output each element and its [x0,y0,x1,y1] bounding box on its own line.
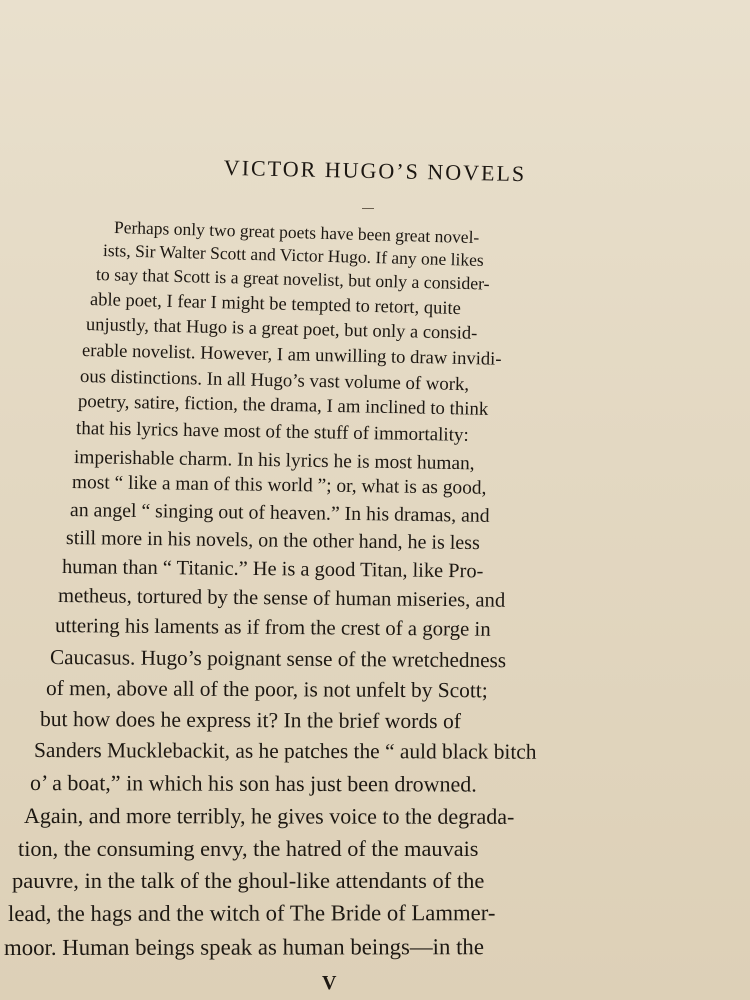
text-line: ists, Sir Walter Scott and Victor Hugo. If any one likes [102,240,485,270]
text-line: lead, the hags and the witch of The Bride of Lammer- [7,900,496,926]
text-line: poetry, satire, fiction, the drama, I am inclined to think [77,391,489,420]
text-line: still more in his novels, on the other hand, he is less [65,527,480,555]
text-line: able poet, I fear I might be tempted to retort, quite [89,290,462,320]
text-line: an angel “ singing out of heaven.” In his dramas, and [69,499,490,527]
page-folio: V [322,972,337,994]
text-line: Perhaps only two great poets have been great novel- [113,217,480,248]
text-line: to say that Scott is a great novelist, but only a consider- [95,264,490,294]
text-line: Sanders Mucklebackit, as he patches the “ auld black bitch [33,738,537,764]
text-line: Caucasus. Hugo’s poignant sense of the wretchedness [49,645,507,673]
text-line: erable novelist. However, I am unwilling to draw invidi- [81,340,502,370]
text-line: most “ like a man of this world ”; or, what is as good, [71,472,487,499]
text-line: ous distinctions. In all Hugo’s vast volume of work, [79,366,470,396]
text-line: that his lyrics have most of the stuff of immortality: [75,418,469,446]
text-line: moor. Human beings speak as human beings—in the [3,934,484,960]
text-line: uttering his laments as if from the crest of a gorge in [54,614,491,641]
text-line: pauvre, in the talk of the ghoul-like attendants of the [12,868,485,893]
title-rule [362,208,374,209]
text-line: tion, the consuming envy, the hatred of the mauvais [18,836,479,861]
text-line: of men, above all of the poor, is not unfelt by Scott; [45,676,488,703]
text-line: Again, and more terribly, he gives voice to the degrada- [23,803,515,829]
text-line: but how does he express it? In the brief words of [39,707,462,734]
text-line: o’ a boat,” in which his son has just been drowned. [29,770,477,797]
text-line: metheus, tortured by the sense of human miseries, and [57,585,506,612]
text-line: unjustly, that Hugo is a great poet, but only a consid- [85,315,478,344]
text-line: imperishable charm. In his lyrics he is most human, [73,447,475,475]
chapter-title: VICTOR HUGO’S NOVELS [223,154,527,187]
text-line: human than “ Titanic.” He is a good Titan, like Pro- [61,556,484,583]
